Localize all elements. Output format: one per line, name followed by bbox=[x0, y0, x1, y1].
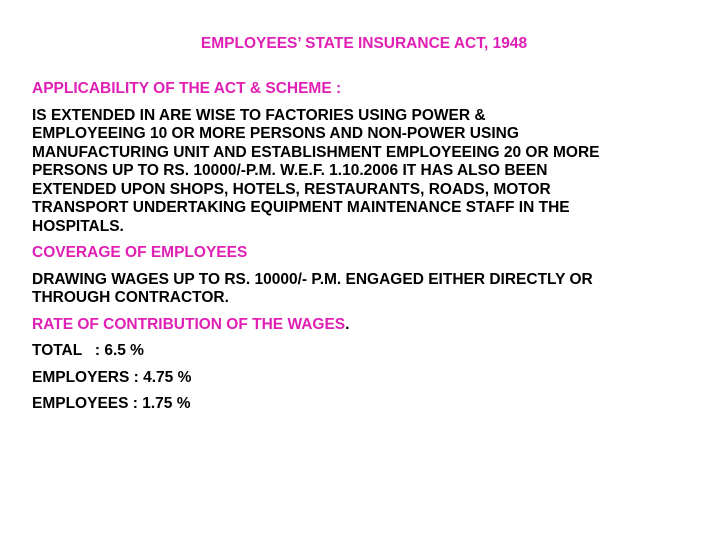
section-heading-applicability: APPLICABILITY OF THE ACT & SCHEME : bbox=[32, 80, 342, 97]
body-line: HOSPITALS. bbox=[32, 217, 124, 235]
body-line: THROUGH CONTRACTOR. bbox=[32, 289, 229, 306]
section-body-applicability bbox=[32, 107, 722, 237]
body-line: EXTENDED UPON SHOPS, HOTELS, RESTAURANTS, ROADS, MOTOR bbox=[32, 180, 551, 198]
rate-employees: EMPLOYEES : 1.75 % bbox=[32, 395, 191, 412]
body-line: PERSONS UP TO RS. 10000/-P.M. W.E.F. 1.10.2006 IT HAS ALSO BEEN bbox=[32, 162, 548, 179]
document-title-text: EMPLOYEES’ STATE INSURANCE ACT, 1948 bbox=[200, 35, 528, 52]
body-line: MANUFACTURING UNIT AND ESTABLISHMENT EMPLOYEEING 20 OR MORE bbox=[32, 143, 600, 161]
body-line: EMPLOYEEING 10 OR MORE PERSONS AND NON-POWER USING bbox=[32, 125, 519, 142]
rate-employers: EMPLOYERS : 4.75 % bbox=[32, 368, 192, 386]
section-heading-rate-suffix: . bbox=[345, 315, 350, 333]
section-heading-rate: RATE OF CONTRIBUTION OF THE WAGES bbox=[32, 315, 346, 333]
section-heading-coverage: COVERAGE OF EMPLOYEES bbox=[32, 244, 248, 261]
section-body-coverage bbox=[32, 271, 722, 308]
body-line: TRANSPORT UNDERTAKING EQUIPMENT MAINTENANCE STAFF IN THE bbox=[32, 199, 570, 216]
body-line: IS EXTENDED IN ARE WISE TO FACTORIES USING POWER & bbox=[32, 106, 486, 124]
rate-total: TOTAL : 6.5 % bbox=[32, 342, 144, 359]
document-content bbox=[32, 80, 722, 422]
section-heading-rate-wrapper bbox=[32, 316, 722, 335]
body-line: DRAWING WAGES UP TO RS. 10000/- P.M. ENGAGED EITHER DIRECTLY OR bbox=[32, 270, 593, 288]
document-title bbox=[0, 35, 728, 53]
